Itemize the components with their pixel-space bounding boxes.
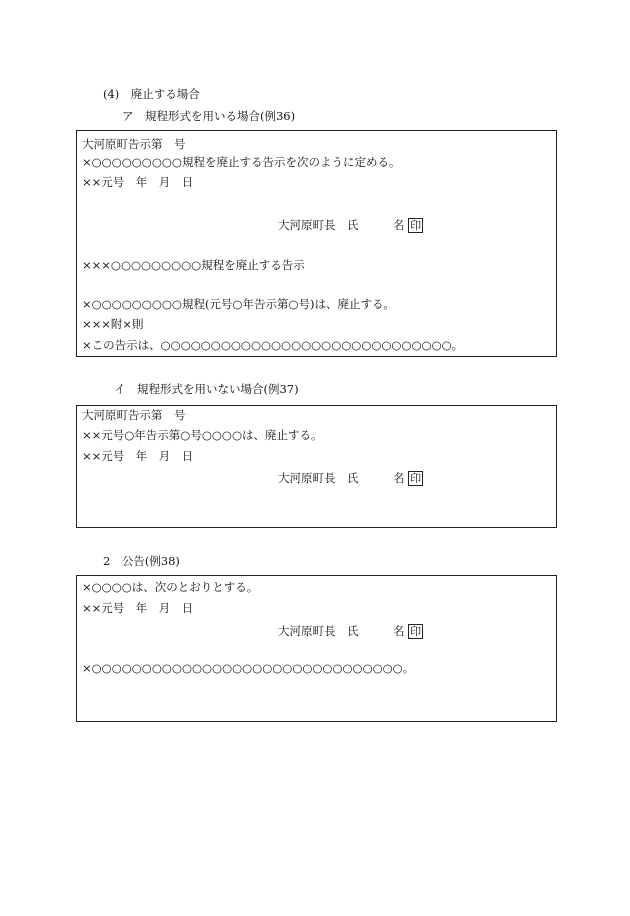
example-box-38 bbox=[76, 575, 557, 722]
seal-mark: 印 bbox=[410, 472, 422, 485]
body-line: ×○○○○は、次のとおりとする。 bbox=[82, 580, 259, 594]
notice-number: 大河原町告示第 号 bbox=[82, 137, 186, 151]
preamble-line: ×○○○○○○○○○規程を廃止する告示を次のように定める。 bbox=[82, 155, 401, 169]
supplementary-heading: ×××附×則 bbox=[82, 317, 144, 331]
notice-number: 大河原町告示第 号 bbox=[82, 408, 186, 422]
subheading-b: イ 規程形式を用いない場合(例37) bbox=[114, 382, 299, 396]
seal-mark: 印 bbox=[410, 625, 422, 638]
signature-line bbox=[278, 624, 423, 639]
body-line: ×○○○○○○○○○○○○○○○○○○○○○○○○○○○○○○○。 bbox=[82, 661, 415, 675]
signature-name: 大河原町長 氏 名 bbox=[278, 471, 405, 485]
date-line: ××元号 年 月 日 bbox=[82, 175, 194, 189]
example-box-37 bbox=[76, 405, 557, 528]
signature-name: 大河原町長 氏 名 bbox=[278, 218, 405, 232]
notice-title: ×××○○○○○○○○○規程を廃止する告示 bbox=[82, 258, 305, 272]
supplementary-line: ×この告示は、○○○○○○○○○○○○○○○○○○○○○○○○○○○○○。 bbox=[82, 338, 464, 352]
section-heading-2: 2 公告(例38) bbox=[103, 554, 180, 568]
signature-name: 大河原町長 氏 名 bbox=[278, 624, 405, 638]
seal-mark: 印 bbox=[410, 219, 422, 232]
body-line: ×○○○○○○○○○規程(元号○年告示第○号)は、廃止する。 bbox=[82, 297, 395, 311]
body-line: ××元号○年告示第○号○○○○は、廃止する。 bbox=[82, 428, 323, 442]
signature-line bbox=[278, 218, 423, 233]
date-line: ××元号 年 月 日 bbox=[82, 601, 194, 615]
date-line: ××元号 年 月 日 bbox=[82, 449, 194, 463]
section-heading-4: (4) 廃止する場合 bbox=[103, 87, 200, 101]
signature-line bbox=[278, 471, 423, 486]
subheading-a: ア 規程形式を用いる場合(例36) bbox=[122, 109, 296, 123]
